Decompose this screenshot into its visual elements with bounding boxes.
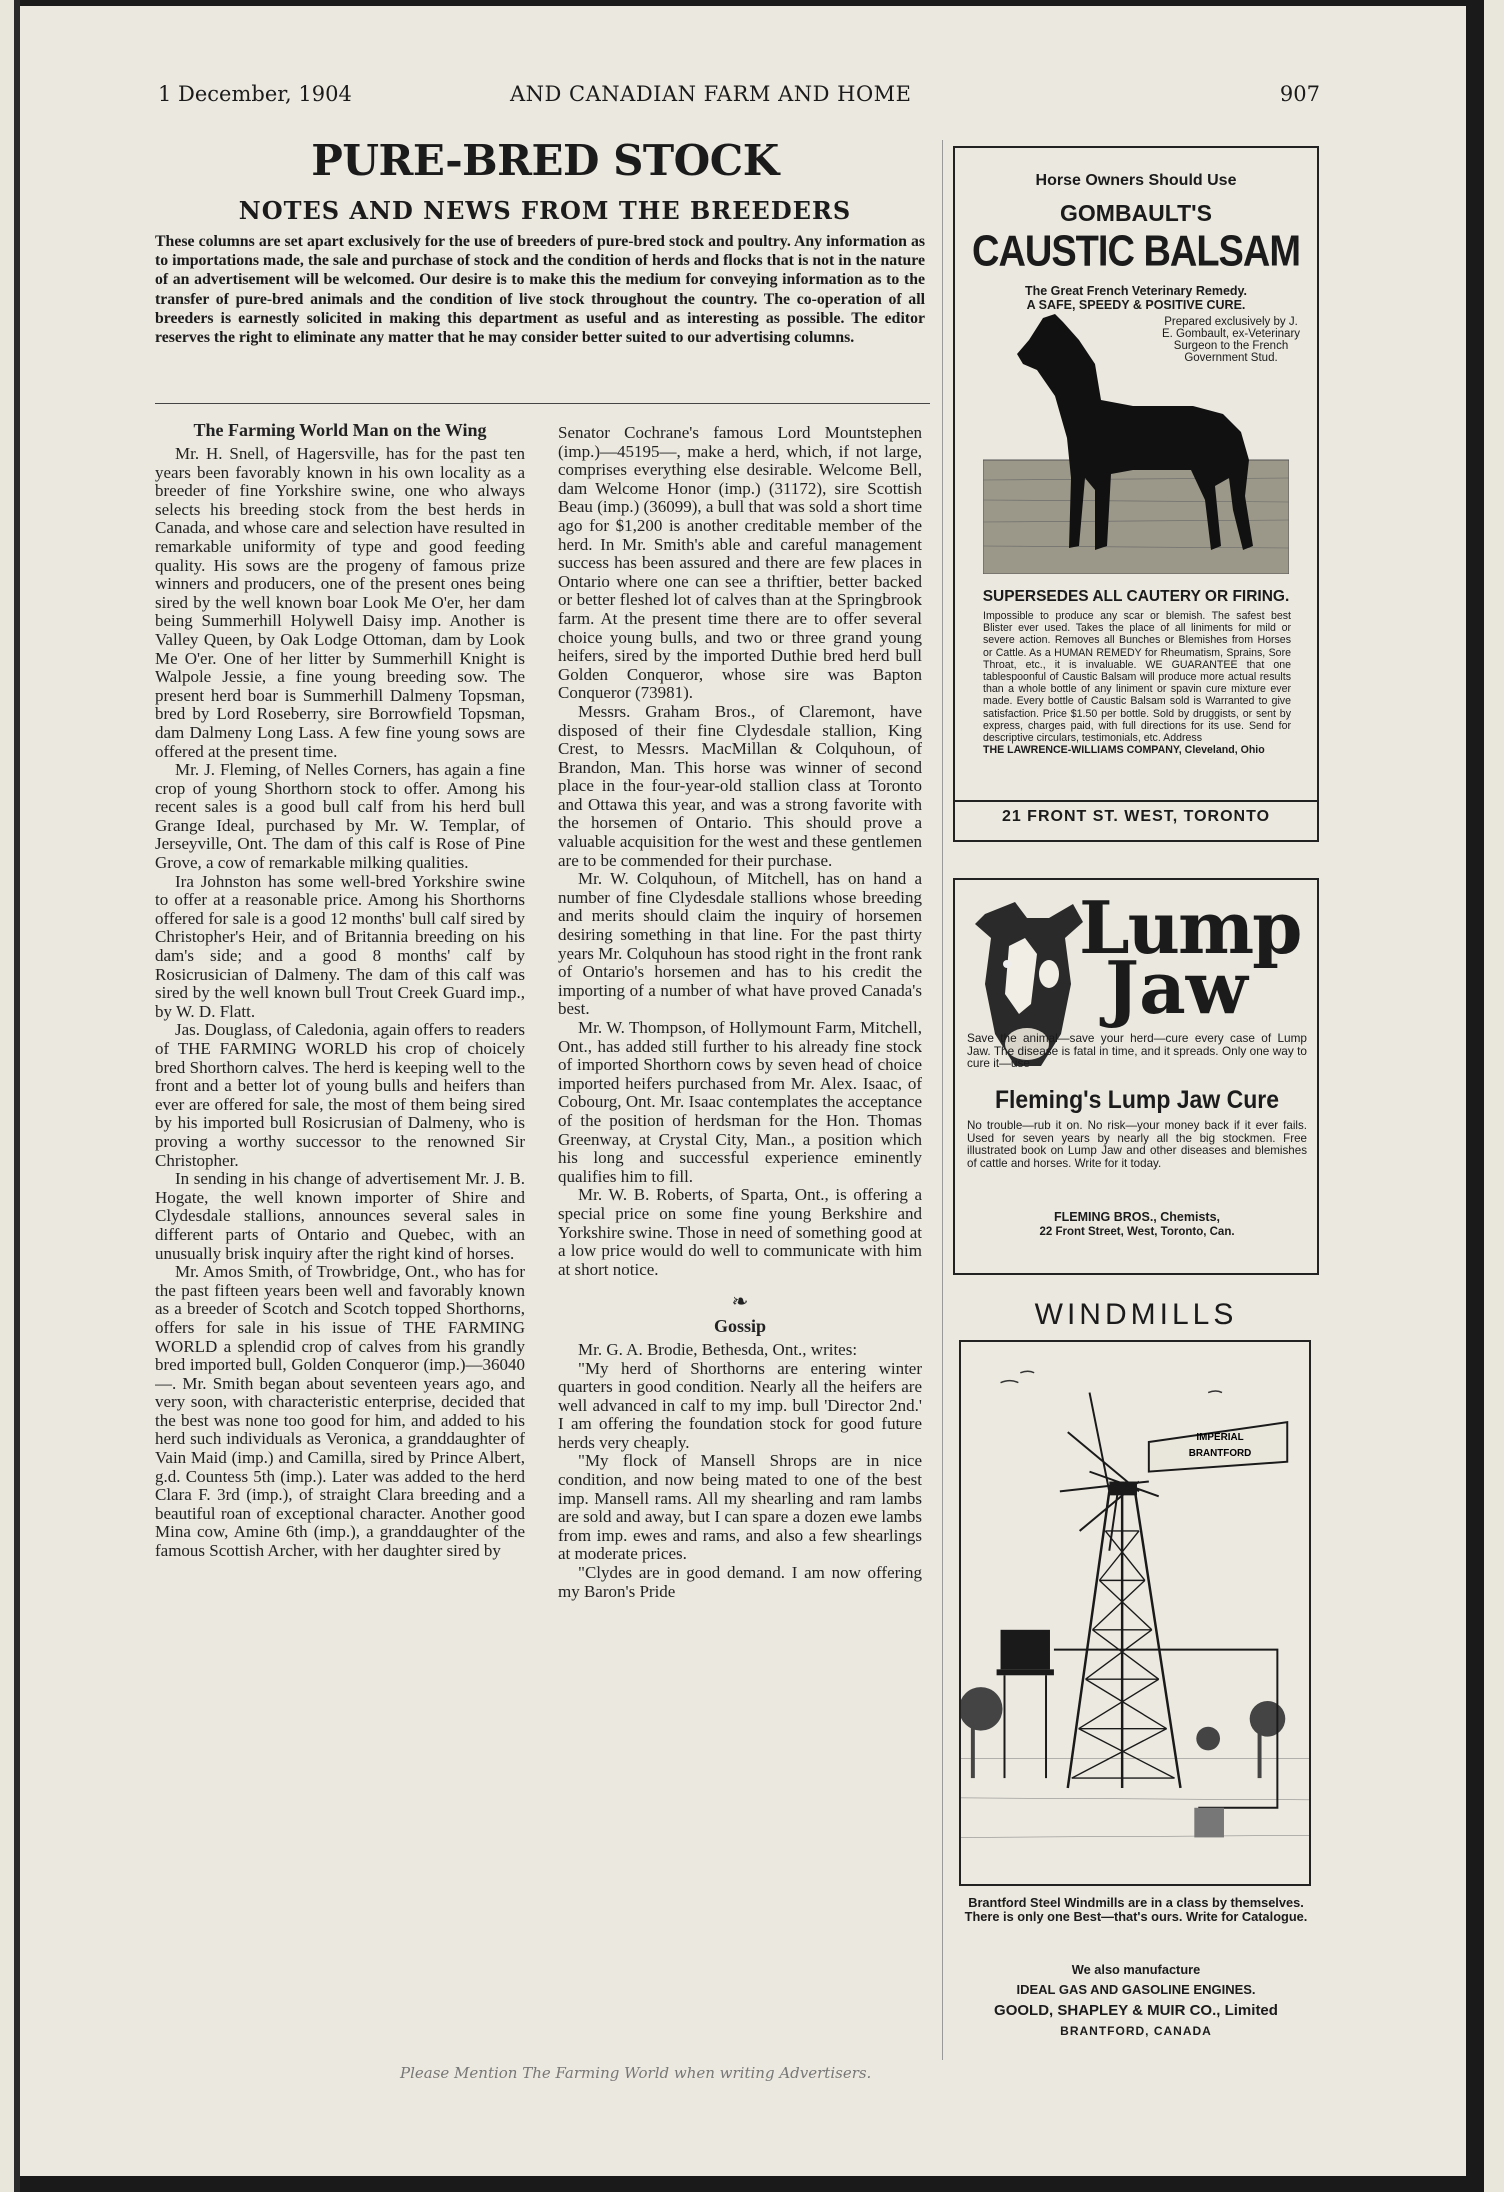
page-number: 907 — [1279, 82, 1320, 106]
ad-header: Horse Owners Should Use — [1035, 172, 1237, 189]
intro-rule — [155, 403, 930, 404]
scan-edge-top — [14, 0, 1484, 6]
paragraph: "My herd of Shorthorns are entering winter quarters in good condition. Nearly all the heifers are well advanced in calf to my imp. bull 'Director 2nd.' I am offering the foundation stock for good future herds very cheaply. — [558, 1358, 922, 1452]
paragraph: Mr. H. Snell, of Hagersville, has for the past ten years been favorably known in his own locality as a breeder of fine Yorkshire swine, one who always selects his breeding stock from the best herds in Canada, and whose care and selection have resulted in remarkable uniformity of type and good feeding quality. His sows are the progeny of famous prize winners and producers, one of the present ones being sired by the well known boar Look Me O'er, her dam being Summerhill Holywell Daisy imp. Another is Valley Queen, by Oak Lodge Ottoman, dam by Look Me O'er. One of her litter by Summerhill Knight is Walpole Jessie, a fine young breeding sow. The present herd boar is Summerhill Dalmeny Topsman, bred by Lord Roseberry, sire Borrowfield Topsman, dam Dalmeny Long Lass. A few fine young sows are offered at the present time. — [155, 444, 525, 761]
footer-note: Please Mention The Farming World when writing Advertisers. — [400, 2064, 872, 2082]
ad-company: GOOLD, SHAPLEY & MUIR CO., Limited — [994, 2002, 1278, 2019]
paragraph: Mr. Amos Smith, of Trowbridge, Ont., who has for the past fifteen years been well and favorably known as a breeder of Scotch and Scotch topped Shorthorns, offers for sale in his issue of THE FARMING WORLD a splendid crop of calves from his grandly bred imported bull, Golden Conqueror (imp.)—36040—. Mr. Smith began about seventeen years ago, and very soon, with characteristic enterprise, decided that the best was none too good for him, and added to his herd such individuals as Veronica, a granddaughter of Vain Maid (imp.) and Camilla, sired by Prince Albert, g.d. Countess 5th (imp.). Later was added to the herd Clara F. 3rd (imp.), of straight Clara breeding and a beautiful roan of exceptional character. Another good Mina cow, Amine 6th (imp.), a granddaughter of the famous Scottish Archer, with her daughter sired by — [155, 1262, 525, 1561]
ad-lump-jaw — [953, 878, 1319, 1275]
vane-label: IMPERIAL — [1196, 1431, 1244, 1443]
paragraph: Mr. J. Fleming, of Nelles Corners, has again a fine crop of young Shorthorn stock to offer. Among his recent sales is a good bull calf from his herd bull Grange Ideal, purchased by Mr. W. Templar, of Jerseyville, Ont. The dam of this calf is Rose of Pine Grove, a cow of remarkable milking qualities. — [155, 760, 525, 873]
vane-label: BRANTFORD — [1188, 1447, 1252, 1459]
ad-title: WINDMILLS — [1034, 1298, 1238, 1331]
ad-divider — [955, 800, 1317, 802]
article-column-2 — [558, 424, 922, 2050]
column-rule — [942, 140, 943, 2060]
paragraph: Senator Cochrane's famous Lord Mountstephen (imp.)—45195—, make a herd, which, if not large, comprises everything else desirable. Welcome Bell, dam Welcome Honor (imp.) (31172), sire Scottish Beau (imp.) (36099), a bull that was sold a short time ago for $1,200 is another creditable member of the herd. In Mr. Smith's able and careful management success has been assured and there are few places in Ontario where one can see a thriftier, better backed or better fleshed lot of calves than at the Springbrook farm. At the present time there are to offer several choice young bulls, and two or three grand young heifers, sired by the imported Duthie bred herd bull Golden Conqueror, whose sire was Bapton Conqueror (73981). — [558, 424, 922, 703]
ad-body-text: Impossible to produce any scar or blemish. The safest best Blister ever used. Takes the place of all liniments for mild or severe action. Removes all Bunches or Blemishes from Horses or Cattle. As a HUMAN REMEDY for Rheumatism, Sprains, Sore Throat, etc., it is invaluable. WE GUARANTEE that one tablespoonful of Caustic Balsam will produce more actual results than a whole bottle of any liniment or spavin cure mixture ever made. Every bottle of Caustic Balsam sold is Warranted to give satisfaction. Price $1.50 per bottle. Sold by druggists, or sent by express, charges paid, with full directions for its use. Send for descriptive circulars, testimonials, etc. Address — [983, 610, 1291, 745]
ad-prepared-by: Prepared exclusively by J. E. Gombault, ex-Veterinary Surgeon to the French Government Stud. — [1161, 316, 1301, 364]
ad-body: We also manufacture — [1071, 1962, 1201, 1977]
windmill-drawing — [961, 1342, 1309, 1884]
scan-edge-left — [14, 0, 20, 2192]
scan-edge-bottom — [14, 2176, 1484, 2192]
ad-company: FLEMING BROS., Chemists, — [1054, 1210, 1220, 1224]
ad-tagline: The Great French Veterinary Remedy. — [1024, 284, 1248, 298]
ad-body: Brantford Steel Windmills are in a class by themselves. There is only one Best—that's ours. Write for Catalogue. — [964, 1895, 1308, 1924]
ad-product: Fleming's Lump Jaw Cure — [994, 1084, 1280, 1114]
scan-edge-right — [1466, 0, 1484, 2192]
ad-brand: GOMBAULT'S — [1060, 200, 1212, 226]
article-heading: The Farming World Man on the Wing — [193, 420, 487, 440]
section-intro: These columns are set apart exclusively for the use of breeders of pure-bred stock and poultry. Any information as to importations made, the sale and purchase of stock and the condition of herds and flocks that is not in the nature of an advertisement will be welcomed. Our desire is to make this the medium for conveying information as to the transfer of pure-bred animals and the condition of live stock throughout the country. The co-operation of all breeders is earnestly solicited in making this department as useful and as interesting as possible. The editor reserves the right to eliminate any matter that he may consider better suited to our advertising columns. — [155, 233, 925, 347]
ad-body: Save the animal—save your herd—cure every case of Lump Jaw. The disease is fatal in time, and it spreads. Only one way to cure it—use — [967, 1031, 1307, 1071]
ad-product: CAUSTIC BALSAM — [972, 227, 1300, 277]
ad-address: BRANTFORD, CANADA — [1060, 2024, 1212, 2038]
section-ornament: ❧ — [731, 1291, 749, 1314]
paragraph: Messrs. Graham Bros., of Claremont, have disposed of their fine Clydesdale stallion, King Crest, to Messrs. MacMillan & Colquhoun, of Brandon, Man. This horse was winner of second place in the four-year-old stallion class at Toronto and Ottawa this year, and was a strong favorite with the horsemen of Ontario. This should prove a valuable acquisition for the west and these gentlemen are to be commended for their purchase. — [558, 701, 922, 870]
article-column-1 — [155, 420, 525, 2050]
ad-body — [983, 610, 1291, 756]
ad-windmills — [953, 1298, 1319, 2053]
ad-body: No trouble—rub it on. No risk—your money back if it ever fails. Used for seven years by nearly all the big stockmen. Free illustrated book on Lump Jaw and other diseases and blemishes of cattle and horses. Write for it today. — [967, 1119, 1307, 1170]
paragraph: Ira Johnston has some well-bred Yorkshire swine to offer at a reasonable price. Among his Shorthorns offered for sale is a good 12 months' bull calf sired by Christopher's Heir, and of Britannia breeding on his dam's side; and a good 8 months' calf by Rosicrusician of Dalmeny. The dam of this calf was sired by the well known bull Trout Creek Guard imp., by W. D. Flatt. — [155, 871, 525, 1021]
paragraph: In sending in his change of advertisement Mr. J. B. Hogate, the well known importer of Shire and Clydesdale stallions, announces several sales in different parts of Ontario and Quebec, with an unusually brisk inquiry after the right kind of horses. — [155, 1169, 525, 1263]
windmill-illustration — [959, 1340, 1311, 1886]
journal-name: AND CANADIAN FARM AND HOME — [510, 82, 912, 106]
ad-jaw-word: Jaw — [1105, 945, 1248, 1030]
paragraph: Mr. W. Thompson, of Hollymount Farm, Mitchell, Ont., has added still further to his already fine stock of imported Shorthorn cows by seven head of choice imported heifers purchased from Mr. Alex. Isaac, of Cobourg, Ont. Mr. Isaac contemplates the acceptance of the position of herdsman for the Hon. Thomas Greenway, at Crystal City, Man., a position which his long and successful experience eminently qualifies him to fill. — [558, 1018, 922, 1186]
section-title: PURE-BRED STOCK — [311, 136, 779, 185]
paragraph: "My flock of Mansell Shrops are in nice condition, and now being mated to one of the best imp. Mansell rams. All my shearling and ram lambs are sold and away, but I can spare a dozen ewe lambs from imp. ewes and rams, and also a few shearlings at moderate prices. — [558, 1451, 922, 1564]
paragraph: Mr. G. A. Brodie, Bethesda, Ont., writes: — [578, 1339, 858, 1359]
ad-lump-word: Lump — [1079, 885, 1301, 970]
ad-product: IDEAL GAS AND GASOLINE ENGINES. — [1016, 1982, 1256, 1997]
ad-address: 21 FRONT ST. WEST, TORONTO — [1001, 808, 1271, 825]
paragraph: "Clydes are in good demand. I am now offering my Baron's Pride — [558, 1563, 922, 1601]
paragraph: Mr. W. B. Roberts, of Sparta, Ont., is offering a special price on some fine young Berkshire and Yorkshire swine. Those in need of something good at a low price would do well to communicate with him at short notice. — [558, 1185, 922, 1279]
paragraph: Jas. Douglass, of Caledonia, again offers to readers of THE FARMING WORLD his crop of choicely bred Shorthorn calves. The herd is keeping well to the front and a better lot of young bulls and heifers than ever are offered for sale, the most of them being sired by his imported bull Rosicrusian of Dalmeny, who is proving a worthy successor to the renowned Sir Christopher. — [155, 1020, 525, 1170]
paragraph: Mr. W. Colquhoun, of Mitchell, has on hand a number of fine Clydesdale stallions whose breeding and merits should claim the inquiry of horsemen desiring something in that line. For the past thirty years Mr. Colquhoun has stood right in the front rank of Ontario's horsemen and has to his credit the importing of a number of what have proved Canada's best. — [558, 869, 922, 1019]
running-head — [150, 82, 1320, 112]
ad-headline: SUPERSEDES ALL CAUTERY OR FIRING. — [982, 588, 1290, 605]
ad-tagline: A SAFE, SPEEDY & POSITIVE CURE. — [1026, 298, 1246, 312]
section-subtitle: NOTES AND NEWS FROM THE BREEDERS — [238, 196, 852, 225]
issue-date: 1 December, 1904 — [158, 82, 352, 106]
ad-caustic-balsam — [953, 146, 1319, 842]
ad-company: THE LAWRENCE-WILLIAMS COMPANY, Cleveland, Ohio — [983, 744, 1265, 757]
ad-address: 22 Front Street, West, Toronto, Can. — [1039, 1226, 1235, 1238]
gossip-heading: Gossip — [713, 1315, 767, 1336]
